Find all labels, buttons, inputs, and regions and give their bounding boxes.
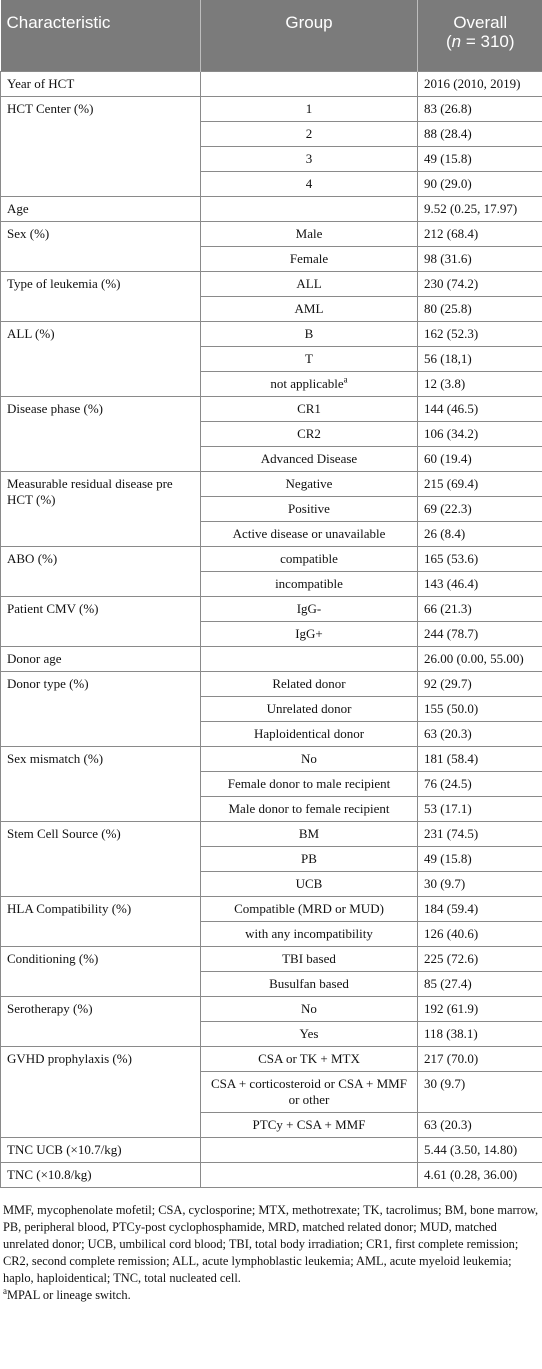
overall-value-cell: 80 (25.8) (418, 297, 542, 322)
group-cell (201, 997, 418, 1022)
group-label: Positive (288, 501, 330, 516)
characteristic-cell: Sex mismatch (%) (1, 747, 201, 822)
overall-value-cell: 118 (38.1) (418, 1022, 542, 1047)
group-cell (201, 272, 418, 297)
overall-value-cell: 244 (78.7) (418, 622, 542, 647)
group-cell (201, 222, 418, 247)
group-cell (201, 697, 418, 722)
group-label: No (301, 751, 317, 766)
group-cell (201, 972, 418, 997)
header-overall-count: = 310) (461, 32, 515, 51)
characteristic-cell: TNC UCB (×10.7/kg) (1, 1138, 201, 1163)
group-cell (201, 397, 418, 422)
group-label: B (304, 326, 314, 341)
overall-value-cell: 143 (46.4) (418, 572, 542, 597)
overall-value-cell: 60 (19.4) (418, 447, 542, 472)
group-label: AML (294, 301, 324, 316)
overall-value-cell: 4.61 (0.28, 36.00) (418, 1163, 542, 1188)
header-group: Group (201, 0, 418, 72)
overall-value-cell: 63 (20.3) (418, 722, 542, 747)
group-label: Advanced Disease (260, 451, 358, 466)
overall-value-cell: 30 (9.7) (418, 1072, 542, 1113)
characteristic-cell: Serotherapy (%) (1, 997, 201, 1047)
group-cell (201, 297, 418, 322)
group-label: Negative (285, 476, 333, 491)
overall-value-cell: 92 (29.7) (418, 672, 542, 697)
group-cell (201, 472, 418, 497)
table-row (1, 197, 542, 222)
overall-value-cell: 69 (22.3) (418, 497, 542, 522)
table-row (1, 547, 542, 572)
group-cell (201, 372, 418, 397)
group-label: IgG+ (295, 626, 323, 641)
header-characteristic: Characteristic (1, 0, 201, 72)
group-label: compatible (280, 551, 338, 566)
characteristic-cell: Disease phase (%) (1, 397, 201, 472)
table-row (1, 1163, 542, 1188)
group-cell (201, 197, 418, 222)
characteristic-cell: Donor type (%) (1, 672, 201, 747)
overall-value-cell: 162 (52.3) (418, 322, 542, 347)
overall-value-cell: 215 (69.4) (418, 472, 542, 497)
overall-value-cell: 5.44 (3.50, 14.80) (418, 1138, 542, 1163)
footnote-a (3, 1287, 539, 1304)
overall-value-cell: 12 (3.8) (418, 372, 542, 397)
group-cell (201, 722, 418, 747)
overall-value-cell: 63 (20.3) (418, 1113, 542, 1138)
characteristic-cell: Donor age (1, 647, 201, 672)
table-footnotes (0, 1188, 542, 1304)
characteristic-cell: GVHD prophylaxis (%) (1, 1047, 201, 1138)
overall-value-cell: 106 (34.2) (418, 422, 542, 447)
group-cell (201, 847, 418, 872)
overall-value-cell: 83 (26.8) (418, 97, 542, 122)
overall-value-cell: 181 (58.4) (418, 747, 542, 772)
group-cell (201, 897, 418, 922)
header-overall-open: ( (445, 32, 452, 51)
overall-value-cell: 155 (50.0) (418, 697, 542, 722)
group-cell (201, 122, 418, 147)
group-cell (201, 247, 418, 272)
table-row (1, 97, 542, 122)
table-row (1, 747, 542, 772)
group-label: 1 (305, 101, 313, 116)
overall-value-cell: 230 (74.2) (418, 272, 542, 297)
group-label: CSA or TK + MTX (258, 1051, 360, 1066)
group-cell (201, 347, 418, 372)
group-cell (201, 1163, 418, 1188)
group-label: TBI based (282, 951, 336, 966)
group-cell (201, 172, 418, 197)
characteristic-cell: TNC (×10.8/kg) (1, 1163, 201, 1188)
table-row (1, 472, 542, 497)
table-row (1, 1138, 542, 1163)
overall-value-cell: 225 (72.6) (418, 947, 542, 972)
table-row (1, 822, 542, 847)
group-label: ALL (296, 276, 322, 291)
characteristic-cell: Age (1, 197, 201, 222)
group-label: CSA + corticosteroid or CSA + MMF or other (211, 1076, 407, 1107)
characteristic-cell: ABO (%) (1, 547, 201, 597)
overall-value-cell: 184 (59.4) (418, 897, 542, 922)
overall-value-cell: 30 (9.7) (418, 872, 542, 897)
table-row (1, 1047, 542, 1072)
group-cell (201, 622, 418, 647)
group-label: Male (295, 226, 323, 241)
group-cell (201, 672, 418, 697)
group-label: Compatible (MRD or MUD) (234, 901, 384, 916)
characteristic-cell: Type of leukemia (%) (1, 272, 201, 322)
group-label: Female donor to male recipient (227, 776, 391, 791)
overall-value-cell: 66 (21.3) (418, 597, 542, 622)
overall-value-cell: 165 (53.6) (418, 547, 542, 572)
characteristic-cell: Sex (%) (1, 222, 201, 272)
overall-value-cell: 49 (15.8) (418, 847, 542, 872)
overall-value-cell: 2016 (2010, 2019) (418, 72, 542, 97)
group-cell (201, 947, 418, 972)
table-row (1, 272, 542, 297)
footnote-a-text: MPAL or lineage switch. (7, 1288, 131, 1302)
group-cell (201, 572, 418, 597)
group-label: 2 (305, 126, 313, 141)
group-label: CR1 (297, 401, 321, 416)
group-cell (201, 497, 418, 522)
group-label: T (305, 351, 313, 366)
table-row (1, 897, 542, 922)
table-row (1, 647, 542, 672)
table-row (1, 222, 542, 247)
characteristic-cell: ALL (%) (1, 322, 201, 397)
table-row (1, 997, 542, 1022)
characteristic-cell: Patient CMV (%) (1, 597, 201, 647)
overall-value-cell: 49 (15.8) (418, 147, 542, 172)
header-overall-label: Overall (453, 13, 508, 32)
group-label: Haploidentical donor (253, 726, 365, 741)
group-cell (201, 522, 418, 547)
group-cell (201, 97, 418, 122)
overall-value-cell: 231 (74.5) (418, 822, 542, 847)
group-label: BM (298, 826, 320, 841)
table-row (1, 72, 542, 97)
table-row (1, 947, 542, 972)
group-cell (201, 822, 418, 847)
overall-value-cell: 56 (18,1) (418, 347, 542, 372)
overall-value-cell: 144 (46.5) (418, 397, 542, 422)
characteristic-cell: Conditioning (%) (1, 947, 201, 997)
group-label: Busulfan based (269, 976, 349, 991)
overall-value-cell: 90 (29.0) (418, 172, 542, 197)
group-cell (201, 1138, 418, 1163)
group-cell (201, 422, 418, 447)
overall-value-cell: 126 (40.6) (418, 922, 542, 947)
overall-value-cell: 192 (61.9) (418, 997, 542, 1022)
footnote-marker: a (343, 374, 348, 385)
overall-value-cell: 53 (17.1) (418, 797, 542, 822)
group-label: Active disease or unavailable (232, 526, 386, 541)
group-label: No (301, 1001, 317, 1016)
group-label: Unrelated donor (266, 701, 352, 716)
overall-value-cell: 212 (68.4) (418, 222, 542, 247)
group-cell (201, 1047, 418, 1072)
group-cell (201, 547, 418, 572)
group-label: 3 (305, 151, 313, 166)
table-row (1, 672, 542, 697)
group-label: with any incompatibility (245, 926, 373, 941)
group-label: CR2 (297, 426, 321, 441)
group-cell (201, 747, 418, 772)
group-label: Female (289, 251, 329, 266)
overall-value-cell: 9.52 (0.25, 17.97) (418, 197, 542, 222)
group-cell (201, 72, 418, 97)
characteristic-cell: Measurable residual disease pre HCT (%) (1, 472, 201, 547)
group-cell (201, 797, 418, 822)
overall-value-cell: 26.00 (0.00, 55.00) (418, 647, 542, 672)
overall-value-cell: 217 (70.0) (418, 1047, 542, 1072)
group-cell (201, 1022, 418, 1047)
table-header (1, 0, 542, 72)
group-label: Male donor to female recipient (228, 801, 390, 816)
footnote-abbreviations: MMF, mycophenolate mofetil; CSA, cyclosporine; MTX, methotrexate; TK, tacrolimus; BM, bone marrow, PB, peripheral blood, PTCy-post cyclophosphamide, MRD, matched related donor; MUD, matched unrelated donor; UCB, umbilical cord blood; TBI, total body irradiation; CR1, first complete remission; CR2, second complete remission; ALL, acute lymphoblastic leukemia; AML, acute myeloid leukemia; haplo, haploidentical; TNC, total nucleated cell. (3, 1203, 539, 1285)
group-cell (201, 597, 418, 622)
group-cell (201, 1072, 418, 1113)
table-body (1, 72, 542, 1188)
group-cell (201, 447, 418, 472)
overall-value-cell: 76 (24.5) (418, 772, 542, 797)
group-cell (201, 922, 418, 947)
group-label: UCB (295, 876, 323, 891)
group-label: Yes (299, 1026, 319, 1041)
overall-value-cell: 88 (28.4) (418, 122, 542, 147)
group-label: Related donor (272, 676, 346, 691)
overall-value-cell: 98 (31.6) (418, 247, 542, 272)
characteristic-cell: Stem Cell Source (%) (1, 822, 201, 897)
footnote-a-marker: a (3, 1285, 7, 1296)
table-row (1, 322, 542, 347)
table-row (1, 397, 542, 422)
group-label: not applicable (270, 376, 344, 391)
header-overall-n: n (451, 32, 462, 51)
characteristic-cell: HLA Compatibility (%) (1, 897, 201, 947)
group-label: incompatible (275, 576, 343, 591)
header-overall (418, 0, 542, 72)
overall-value-cell: 26 (8.4) (418, 522, 542, 547)
overall-value-cell: 85 (27.4) (418, 972, 542, 997)
group-cell (201, 1113, 418, 1138)
group-label: PTCy + CSA + MMF (252, 1117, 366, 1132)
group-cell (201, 647, 418, 672)
characteristic-cell: Year of HCT (1, 72, 201, 97)
group-label: IgG- (296, 601, 322, 616)
group-label: 4 (305, 176, 313, 191)
group-cell (201, 772, 418, 797)
table-row (1, 597, 542, 622)
group-cell (201, 872, 418, 897)
group-cell (201, 322, 418, 347)
group-cell (201, 147, 418, 172)
group-label: PB (301, 851, 317, 866)
characteristic-cell: HCT Center (%) (1, 97, 201, 197)
